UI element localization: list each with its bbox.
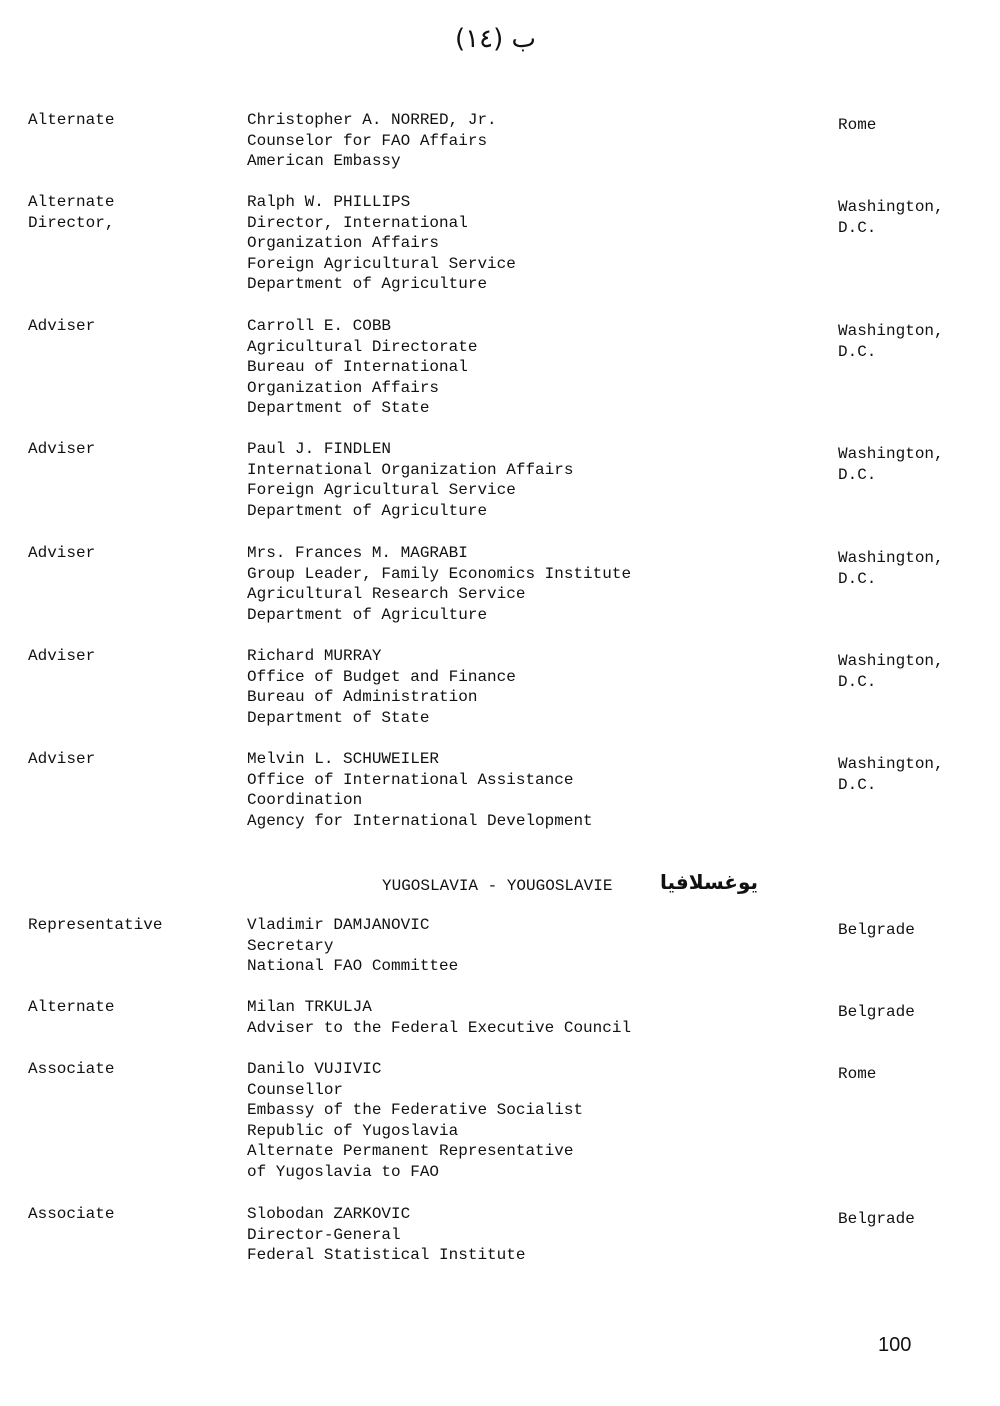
delegate-detail-line: Counsellor xyxy=(247,1080,344,1099)
delegate-role xyxy=(28,1204,114,1225)
delegate-role xyxy=(28,1059,114,1080)
delegate-name: Danilo VUJIVIC xyxy=(247,1060,382,1078)
delegate-city xyxy=(838,1064,876,1085)
role-line: Adviser xyxy=(28,317,96,335)
delegate-detail-line: Department of Agriculture xyxy=(247,605,488,624)
city-line: D.C. xyxy=(838,218,877,237)
delegate-city xyxy=(838,920,915,941)
country-heading: YUGOSLAVIA - YOUGOSLAVIE xyxy=(382,877,613,895)
delegate-city xyxy=(838,115,876,136)
delegate-role xyxy=(28,543,95,564)
delegate-role xyxy=(28,316,95,337)
delegate-city xyxy=(838,1002,915,1023)
city-line: Washington, xyxy=(838,322,944,340)
delegate-name: Vladimir DAMJANOVIC xyxy=(247,916,430,934)
delegate-city xyxy=(838,651,944,692)
delegate-detail-line: Office of International Assistance xyxy=(247,770,574,789)
delegate-role xyxy=(28,439,95,460)
city-line: Belgrade xyxy=(838,1210,915,1228)
delegate-detail-line: Embassy of the Federative Socialist xyxy=(247,1101,584,1120)
role-line: Associate xyxy=(28,1205,115,1223)
city-line: D.C. xyxy=(838,672,877,691)
delegate-details xyxy=(247,192,516,295)
delegate-detail-line: Director-General xyxy=(247,1225,401,1244)
city-line: Washington, xyxy=(838,445,944,463)
delegate-detail-line: Federal Statistical Institute xyxy=(247,1246,526,1265)
delegate-name: Richard MURRAY xyxy=(247,647,382,665)
delegate-name: Melvin L. SCHUWEILER xyxy=(247,750,440,768)
city-line: Washington, xyxy=(838,198,944,216)
delegate-details xyxy=(247,646,516,728)
city-line: D.C. xyxy=(838,465,877,484)
delegate-detail-line: Group Leader, Family Economics Institute xyxy=(247,564,632,583)
delegate-details xyxy=(247,749,593,831)
delegate-name: Slobodan ZARKOVIC xyxy=(247,1205,411,1223)
delegate-role xyxy=(28,646,95,667)
city-line: Washington, xyxy=(838,755,944,773)
delegate-details xyxy=(247,110,497,172)
role-line: Alternate xyxy=(28,193,115,211)
role-line: Director, xyxy=(28,213,115,232)
city-line: D.C. xyxy=(838,569,877,588)
city-line: D.C. xyxy=(838,775,877,794)
role-line: Adviser xyxy=(28,750,96,768)
role-line: Adviser xyxy=(28,647,96,665)
delegate-details xyxy=(247,1059,583,1183)
delegate-name: Carroll E. COBB xyxy=(247,317,392,335)
delegate-name: Christopher A. NORRED, Jr. xyxy=(247,111,497,129)
delegate-detail-line: Department of Agriculture xyxy=(247,501,488,520)
delegate-detail-line: Alternate Permanent Representative xyxy=(247,1142,574,1161)
delegate-city xyxy=(838,1209,915,1230)
delegate-role xyxy=(28,997,114,1018)
arabic-page-header: ب (١٤) xyxy=(455,24,536,54)
role-line: Adviser xyxy=(28,440,96,458)
delegate-detail-line: Department of State xyxy=(247,708,430,727)
city-line: Belgrade xyxy=(838,1003,915,1021)
delegate-detail-line: Organization Affairs xyxy=(247,378,440,397)
delegate-detail-line: Agricultural Research Service xyxy=(247,585,526,604)
role-line: Alternate xyxy=(28,111,115,129)
delegate-detail-line: Republic of Yugoslavia xyxy=(247,1121,459,1140)
city-line: Rome xyxy=(838,1065,877,1083)
delegate-detail-line: Coordination xyxy=(247,791,363,810)
delegate-city xyxy=(838,548,944,589)
delegate-details xyxy=(247,915,458,977)
delegate-detail-line: Adviser to the Federal Executive Council xyxy=(247,1018,632,1037)
delegate-city xyxy=(838,321,944,362)
city-line: D.C. xyxy=(838,342,877,361)
delegate-detail-line: National FAO Committee xyxy=(247,957,459,976)
delegate-role xyxy=(28,915,162,936)
delegate-detail-line: Foreign Agricultural Service xyxy=(247,254,516,273)
role-line: Adviser xyxy=(28,544,96,562)
delegate-name: Ralph W. PHILLIPS xyxy=(247,193,411,211)
delegate-details xyxy=(247,543,631,625)
city-line: Rome xyxy=(838,116,877,134)
delegate-detail-line: International Organization Affairs xyxy=(247,460,574,479)
delegate-role xyxy=(28,749,95,770)
city-line: Washington, xyxy=(838,549,944,567)
delegate-detail-line: Organization Affairs xyxy=(247,234,440,253)
delegate-name: Mrs. Frances M. MAGRABI xyxy=(247,544,468,562)
delegate-detail-line: Director, International xyxy=(247,213,468,232)
delegate-role xyxy=(28,110,114,131)
delegate-city xyxy=(838,754,944,795)
delegate-detail-line: American Embassy xyxy=(247,152,401,171)
city-line: Belgrade xyxy=(838,921,915,939)
delegate-detail-line: Department of Agriculture xyxy=(247,275,488,294)
delegate-detail-line: Agricultural Directorate xyxy=(247,337,478,356)
delegate-name: Milan TRKULJA xyxy=(247,998,372,1016)
delegate-name: Paul J. FINDLEN xyxy=(247,440,392,458)
delegate-detail-line: Bureau of International xyxy=(247,358,468,377)
role-line: Alternate xyxy=(28,998,115,1016)
delegate-detail-line: Office of Budget and Finance xyxy=(247,667,516,686)
delegate-detail-line: Foreign Agricultural Service xyxy=(247,481,516,500)
delegate-details xyxy=(247,1204,525,1266)
delegate-city xyxy=(838,444,944,485)
delegate-detail-line: Secretary xyxy=(247,936,334,955)
delegate-details xyxy=(247,997,631,1038)
delegate-role xyxy=(28,192,114,233)
role-line: Representative xyxy=(28,916,163,934)
delegate-city xyxy=(838,197,944,238)
delegate-detail-line: Bureau of Administration xyxy=(247,688,478,707)
delegate-detail-line: Counselor for FAO Affairs xyxy=(247,131,488,150)
country-heading-arabic: يوغسلافيا xyxy=(660,870,759,894)
role-line: Associate xyxy=(28,1060,115,1078)
delegate-detail-line: Department of State xyxy=(247,399,430,418)
city-line: Washington, xyxy=(838,652,944,670)
delegate-detail-line: of Yugoslavia to FAO xyxy=(247,1162,440,1181)
delegate-details xyxy=(247,439,573,521)
delegate-details xyxy=(247,316,477,419)
delegate-detail-line: Agency for International Development xyxy=(247,811,593,830)
page-number: 100 xyxy=(878,1334,912,1356)
